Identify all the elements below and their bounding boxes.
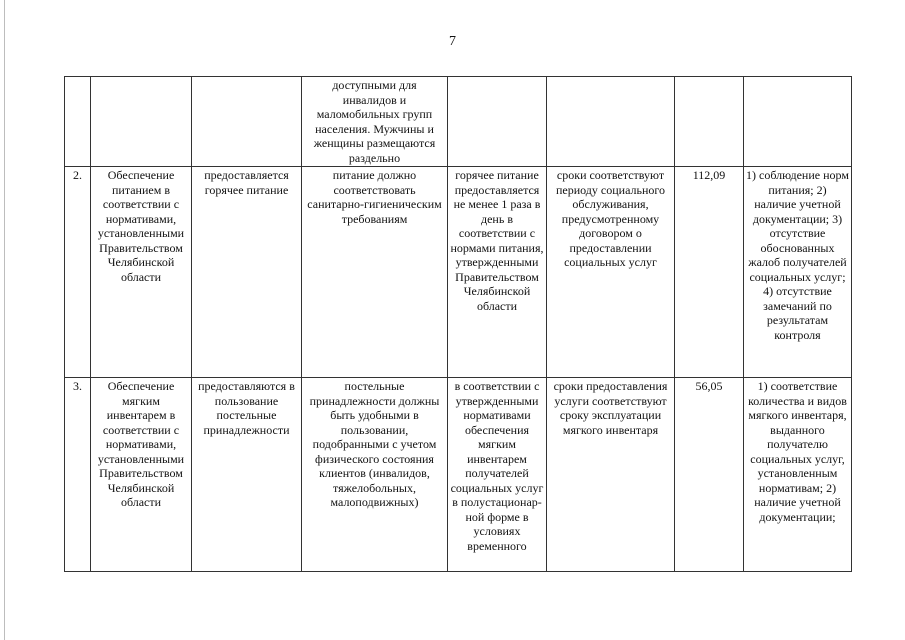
cell-volume [448,77,547,167]
cell-quality: 1) соблюдение норм питания; 2) наличие учетной документации; 3) отсутствие обоснованных жалоб получателей социальных услуг; 4) отсутствие замечаний по результатам контроля [744,167,852,378]
services-table [64,76,852,572]
cell-service-name: Обеспечение мягким инвентарем в соответствии с нормативами, установленными Правительством Челябинской области [91,378,192,572]
table-row [65,378,852,572]
cell-conditions: постельные принадлежности должны быть удобными в пользовании, подобранными с учетом физического состояния клиентов (инвалидов, тяжелобольных, малоподвижных) [302,378,448,572]
cell-terms [547,77,675,167]
cell-number [65,77,91,167]
cell-price [675,77,744,167]
cell-terms: сроки соответствуют периоду социального обслуживания, предусмотренному договором о предоставлении социальных услуг [547,167,675,378]
cell-service-name: Обеспечение питанием в соответствии с нормативами, установленными Правительством Челябинской области [91,167,192,378]
cell-conditions: питание должно соответствовать санитарно-гигиеническим требованиям [302,167,448,378]
cell-description: предоставляются в пользование постельные принадлежности [192,378,302,572]
cell-conditions: доступными для инвалидов и маломобильных групп населения. Мужчины и женщины размещаются раздельно [302,77,448,167]
page-edge [4,0,5,640]
cell-quality: 1) соответствие количества и видов мягкого инвентаря, выданного получателю социальных услуг, установленным нормативам; 2) наличие учетной документации; [744,378,852,572]
cell-terms: сроки предоставления услуги соответствуют сроку эксплуатации мягкого инвентаря [547,378,675,572]
cell-price: 56,05 [675,378,744,572]
page-number: 7 [449,34,456,49]
table-row [65,77,852,167]
cell-description: предоставляется горячее питание [192,167,302,378]
cell-quality [744,77,852,167]
cell-number: 3. [65,378,91,572]
cell-volume: в соответствии с утвержденными нормативами обеспечения мягким инвентарем получателей социальных услуг в полустационар-ной форме в условиях временного [448,378,547,572]
cell-service-name [91,77,192,167]
cell-number: 2. [65,167,91,378]
cell-price: 112,09 [675,167,744,378]
table-row [65,167,852,378]
cell-volume: горячее питание предоставляется не менее 1 раза в день в соответствии с нормами питания, утвержденными Правительством Челябинской области [448,167,547,378]
cell-description [192,77,302,167]
